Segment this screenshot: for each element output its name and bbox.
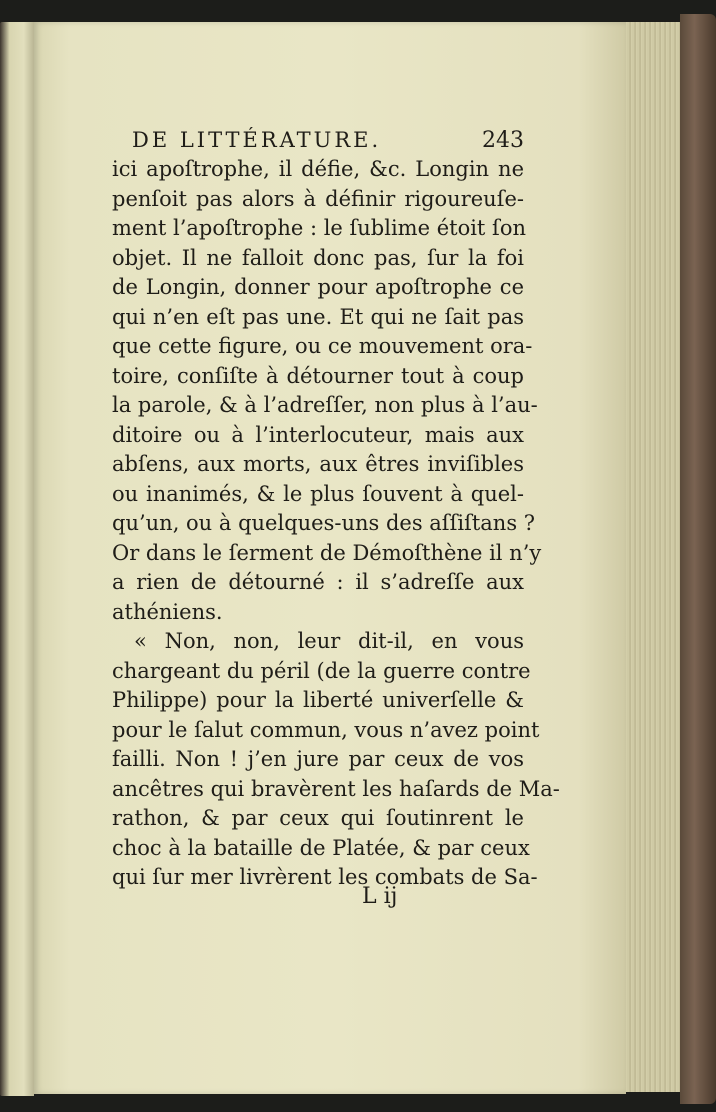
signature-mark: L ij: [362, 884, 398, 909]
text-line: que cette figure, ou ce mouvement ora-: [112, 334, 533, 358]
text-line: ou inanimés, & le plus ſouvent à quel-: [112, 481, 524, 506]
text-line: toire, conſiſte à détourner tout à coup: [112, 363, 524, 388]
text-line: qui n’en eſt pas une. Et qui ne ſait pas: [112, 304, 524, 329]
text-line: abſens, aux morts, aux êtres inviſibles: [112, 452, 524, 476]
text-line: qu’un, ou à quelques-uns des aſſiſtans ?: [112, 511, 536, 535]
text-line: la parole, & à l’adreſſer, non plus à l’au-: [112, 393, 538, 417]
left-page-edge: [0, 22, 34, 1096]
text-line: rathon, & par ceux qui ſoutinrent le: [112, 806, 524, 830]
text-line: ici apoſtrophe, il défie, &c. Longin ne: [112, 157, 524, 181]
running-head: [112, 126, 524, 155]
text-line: objet. Il ne falloit donc pas, ſur la foi: [112, 245, 524, 270]
text-line: failli. Non ! j’en jure par ceux de vos: [112, 747, 524, 771]
text-line: qui ſur mer livrèrent les combats de Sa-: [112, 865, 538, 889]
text-line: athéniens.: [112, 599, 223, 624]
text-line: choc à la bataille de Platée, & par ceux: [112, 835, 530, 860]
text-line: chargeant du péril (de la guerre contre: [112, 658, 531, 683]
text-line: ditoire ou à l’interlocuteur, mais aux: [112, 422, 524, 447]
paragraph-1: [112, 155, 542, 627]
text-line: ancêtres qui bravèrent les haſards de Ma-: [112, 776, 560, 801]
text-line: de Longin, donner pour apoſtrophe ce: [112, 275, 524, 299]
text-line: a rien de détourné : il s’adreſſe aux: [112, 570, 524, 594]
text-line: Philippe) pour la liberté univerſelle &: [112, 688, 524, 712]
book-cover-right: [680, 14, 716, 1104]
page-number: 243: [482, 128, 524, 153]
running-head-title: DE LITTÉRATURE.: [132, 128, 382, 152]
text-line: « Non, non, leur dit-il, en vous: [134, 629, 524, 653]
paragraph-2: [112, 627, 560, 893]
text-line: Or dans le ſerment de Démoſthène il n’y: [112, 540, 542, 565]
text-line: ment l’apoſtrophe : le ſublime étoit ſon: [112, 216, 526, 240]
text-line: pour le ſalut commun, vous n’avez point: [112, 717, 540, 742]
text-line: penſoit pas alors à définir rigoureuſe-: [112, 186, 524, 211]
book-page: [34, 22, 626, 1094]
text-block: [112, 126, 560, 893]
